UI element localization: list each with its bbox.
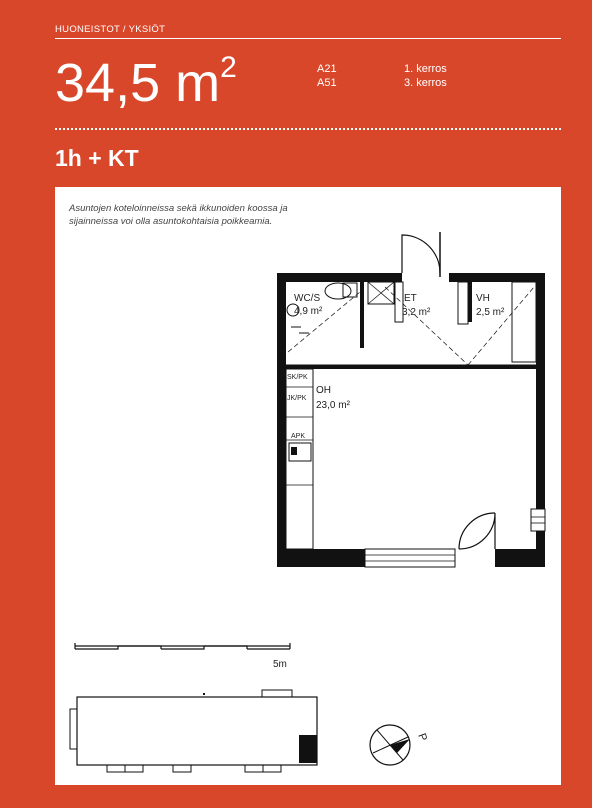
area-value: 34,5 m	[55, 53, 221, 113]
vh-shelf	[458, 282, 468, 324]
room-area-wc: 4,9 m²	[294, 306, 323, 317]
category-label: HUONEISTOT / YKSIÖT	[55, 24, 166, 35]
floor-label: 3. kerros	[404, 77, 447, 89]
room-area-vh: 2,5 m²	[476, 307, 505, 318]
wall-bottom-right	[495, 549, 545, 567]
floor-plan-panel	[55, 187, 561, 785]
room-name-et: ET	[404, 293, 417, 304]
apartment-plan	[277, 232, 545, 567]
area-unit-exponent: 2	[220, 51, 237, 84]
wall-top-left	[277, 273, 402, 282]
scale-label: 5m	[273, 659, 287, 670]
apartment-area	[55, 52, 237, 114]
room-type-title: 1h + KT	[55, 145, 139, 171]
apartment-location-marker	[299, 735, 317, 763]
wall-oh-top	[286, 365, 536, 369]
room-name-oh: OH	[316, 385, 331, 396]
window-right	[531, 509, 545, 531]
wall-top-right	[449, 273, 545, 282]
room-area-et: 3,2 m²	[402, 307, 431, 318]
unit-list	[317, 62, 337, 90]
entrance-door-swing	[402, 235, 440, 273]
building-key-plan	[70, 690, 317, 772]
scale-bar	[75, 643, 290, 670]
compass-label: P	[415, 731, 430, 743]
room-area-oh: 23,0 m²	[316, 400, 350, 411]
room-name-wc: WC/S	[294, 293, 321, 304]
wall-wc-right	[360, 282, 364, 348]
cabinet-label: SK/PK	[287, 374, 308, 381]
cabinet-label: APK	[291, 433, 306, 440]
wall-bottom-left	[277, 549, 365, 567]
wall-left	[277, 273, 286, 567]
floor-label: 1. kerros	[404, 63, 447, 75]
unit-code: A51	[317, 77, 337, 89]
window-bottom	[365, 549, 455, 567]
room-name-vh: VH	[476, 293, 490, 304]
wall-et-vh	[468, 282, 472, 322]
vh-cabinet	[512, 282, 536, 362]
unit-code: A21	[317, 63, 337, 75]
cabinet-label: JK/PK	[287, 395, 307, 402]
north-compass-icon	[370, 725, 429, 765]
floor-list	[404, 62, 447, 90]
dotted-divider	[55, 128, 561, 130]
header-divider	[55, 38, 561, 39]
floor-plan-drawing	[55, 187, 561, 785]
disclaimer-text: Asuntojen koteloinneissa sekä ikkunoiden koossa ja sijainneissa voi olla asuntokohtaisia poikkeamia.	[69, 203, 288, 227]
